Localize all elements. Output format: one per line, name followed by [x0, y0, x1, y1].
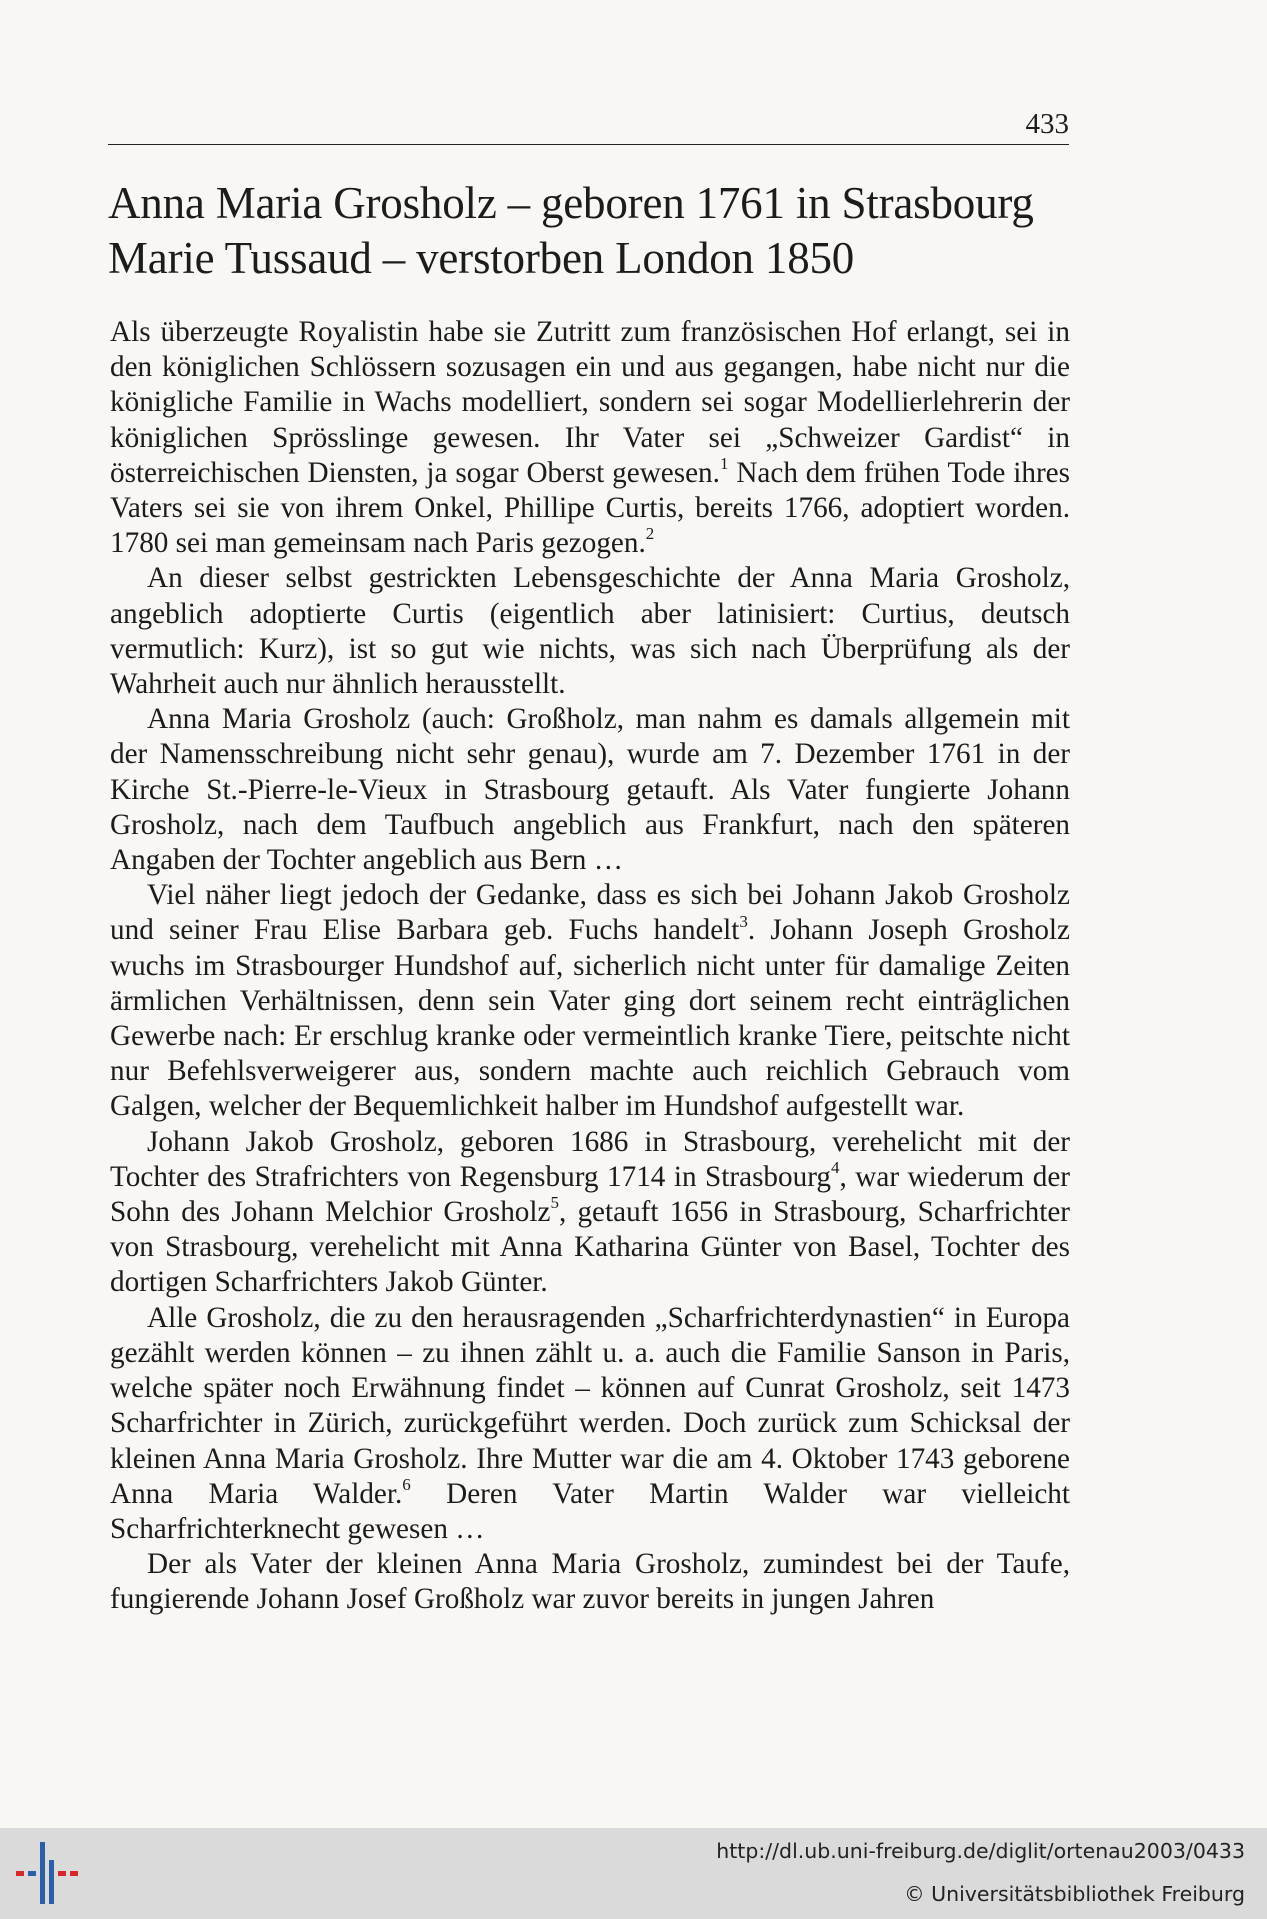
chapter-title-line-1: Anna Maria Grosholz – geboren 1761 in Strasbourg [108, 178, 1034, 228]
footer-url-link[interactable]: http://dl.ub.uni-freiburg.de/diglit/ortenau2003/0433 [716, 1839, 1245, 1863]
footer-copyright: © Universitätsbibliothek Freiburg [904, 1882, 1245, 1906]
body-paragraph [110, 1301, 1070, 1547]
paragraph-text: . Johann Joseph Grosholz wuchs im Strasbourger Hundshof auf, sicherlich nicht unter für damalige Zeiten ärmlichen Verhältnissen, denn sein Vater ging dort seinem recht einträglichen Gewerbe nach: Er erschlug kranke oder vermeintlich kranke Tiere, peitschte nicht nur Befehlsverweigerer aus, sondern machte auch reichlich Gebrauch vom Galgen, welcher der Bequemlichkeit halber im Hundshof aufgestellt war. [110, 914, 1070, 1123]
header-rule [108, 144, 1069, 145]
body-text [110, 315, 1070, 1618]
paragraph-text: Johann Jakob Grosholz, geboren 1686 in Strasbourg, verehelicht mit der Tochter des Strafrichters von Regensburg 1714 in Strasbourg [110, 1125, 1070, 1193]
paragraph-text: Nach dem frühen Tode ihres Vaters sei sie von ihrem Onkel, Phillipe Curtis, bereits 1766, adoptiert worden. 1780 sei man gemeinsam nach Paris gezogen. [110, 456, 1070, 560]
paragraph-text: Der als Vater der kleinen Anna Maria Grosholz, zumindest bei der Taufe, fungierende Johann Josef Großholz war zuvor bereits in jungen Jahren [110, 1548, 1070, 1616]
body-paragraph [110, 878, 1070, 1124]
chapter-title [108, 176, 1069, 286]
footnote-marker[interactable]: 3 [739, 911, 748, 931]
body-paragraph [110, 1547, 1070, 1617]
paragraph-text: Als überzeugte Royalistin habe sie Zutritt zum französischen Hof erlangt, sei in den königlichen Schlössern sozusagen ein und aus gegangen, habe nicht nur die königliche Familie in Wachs modelliert, sondern sei sogar Modellierlehrerin der königlichen Sprösslinge gewesen. Ihr Vater sei „Schweizer Gardist“ in österreichischen Diensten, ja sogar Oberst gewesen. [110, 316, 1070, 489]
footnote-marker[interactable]: 6 [402, 1474, 411, 1494]
chapter-title-line-2: Marie Tussaud – verstorben London 1850 [108, 233, 855, 283]
footnote-marker[interactable]: 2 [645, 524, 655, 544]
body-paragraph [110, 315, 1070, 561]
body-paragraph [110, 561, 1070, 702]
paragraph-text: , war wiederum der Sohn des Johann Melchior Grosholz [110, 1160, 1071, 1229]
footnote-marker[interactable]: 5 [550, 1193, 559, 1213]
paragraph-text: An dieser selbst gestrickten Lebensgeschichte der Anna Maria Grosholz, angeblich adoptierte Curtis (eigentlich aber latinisiert: Curtius, deutsch vermutlich: Kurz), ist so gut wie nichts, was sich nach Überprüfung als der Wahrheit auch nur ähnlich herausstellt. [110, 562, 1070, 701]
body-paragraph [110, 1125, 1070, 1301]
paragraph-text: Deren Vater Martin Walder war vielleicht Scharfrichterknecht gewesen … [110, 1477, 1070, 1545]
ub-freiburg-logo-icon[interactable] [12, 1838, 82, 1908]
footnote-marker[interactable]: 4 [831, 1158, 840, 1178]
body-paragraph [110, 702, 1070, 878]
footnote-marker[interactable]: 1 [719, 454, 729, 474]
page-number: 433 [1025, 108, 1069, 140]
paragraph-text: Viel näher liegt jedoch der Gedanke, dass es sich bei Johann Jakob Grosholz und seiner Frau Elise Barbara geb. Fuchs handelt [110, 879, 1070, 947]
paragraph-text: Alle Grosholz, die zu den herausragenden „Scharfrichterdynastien“ in Europa gezählt werden können – zu ihnen zählt u. a. auch die Familie Sanson in Paris, welche später noch Erwähnung findet – können auf Cunrat Grosholz, seit 1473 Scharfrichter in Zürich, zurückgeführt werden. Doch zurück zum Schicksal der kleinen Anna Maria Grosholz. Ihre Mutter war die am 4. Oktober 1743 geborene Anna Maria Walder. [110, 1301, 1070, 1510]
paragraph-text: , getauft 1656 in Strasbourg, Scharfrichter von Strasbourg, verehelicht mit Anna Katharina Günter von Basel, Tochter des dortigen Scharfrichters Jakob Günter. [110, 1196, 1070, 1299]
paragraph-text: Anna Maria Grosholz (auch: Großholz, man nahm es damals allgemein mit der Namensschreibung nicht sehr genau), wurde am 7. Dezember 1761 in der Kirche St.-Pierre-le-Vieux in Strasbourg getauft. Als Vater fungierte Johann Grosholz, nach dem Taufbuch angeblich aus Frankfurt, nach den späteren Angaben der Tochter angeblich aus Bern … [110, 703, 1070, 877]
